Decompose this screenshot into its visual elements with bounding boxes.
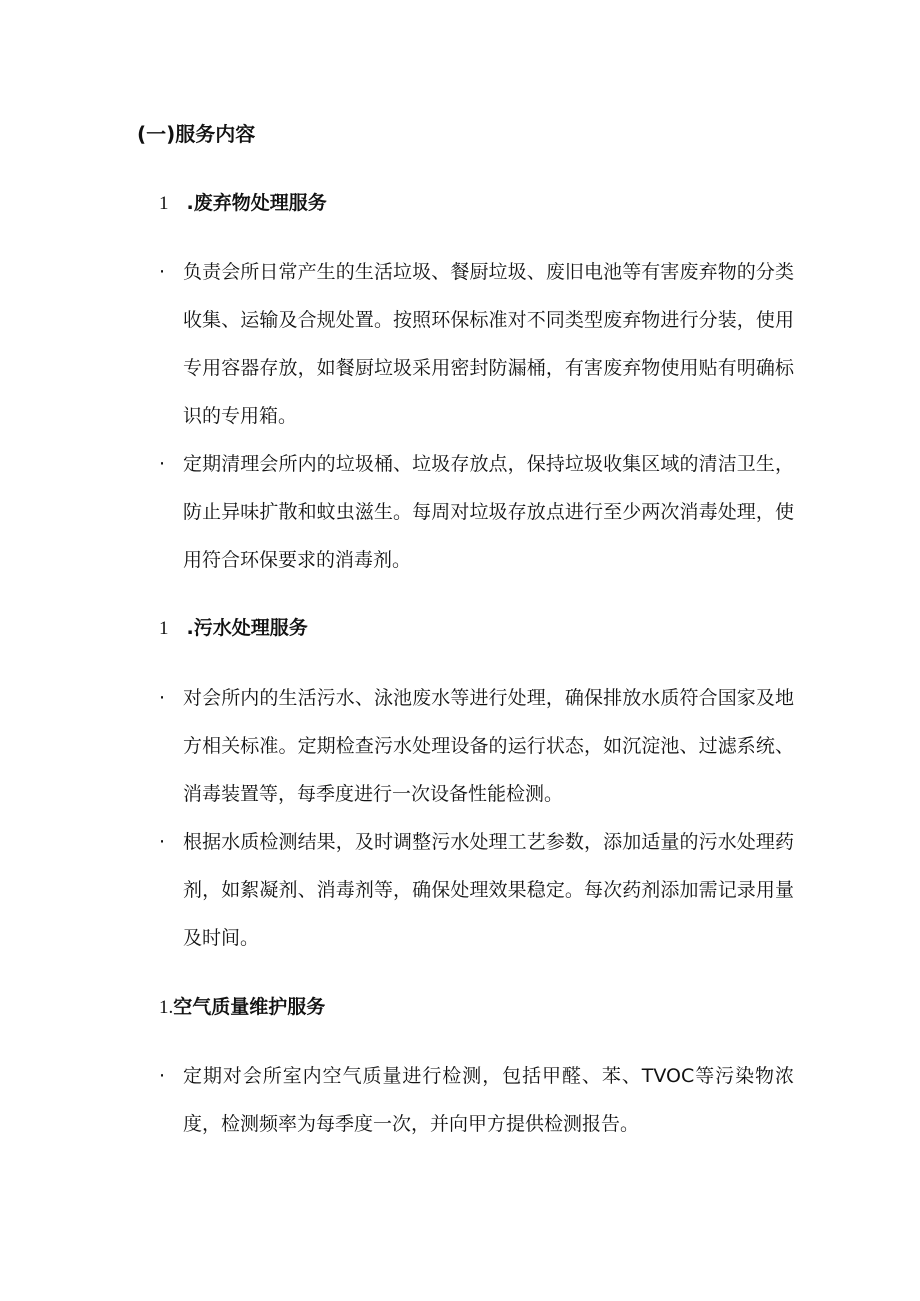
list-item <box>159 440 794 584</box>
section-number: 1 <box>159 193 169 214</box>
bullet-icon: · <box>159 453 166 475</box>
list-item-text: 根据水质检测结果，及时调整污水处理工艺参数，添加适量的污水处理药剂，如絮凝剂、消毒剂等，确保处理效果稳定。每次药剂添加需记录用量及时间。 <box>183 831 794 949</box>
section-heading-wastewater <box>159 614 308 643</box>
section-number: 1. <box>159 997 174 1018</box>
list-item-text: 定期对会所室内空气质量进行检测，包括甲醛、苯、TVOC等污染物浓度，检测频率为每季度一次，并向甲方提供检测报告。 <box>183 1065 794 1135</box>
list-item <box>159 248 794 440</box>
list-item-text: 负责会所日常产生的生活垃圾、餐厨垃圾、废旧电池等有害废弃物的分类收集、运输及合规处置。按照环保标准对不同类型废弃物进行分装，使用专用容器存放，如餐厨垃圾采用密封防漏桶，有害废弃物使用贴有明确标识的专用箱。 <box>183 261 794 427</box>
list-item-text: 对会所内的生活污水、泳池废水等进行处理，确保排放水质符合国家及地方相关标准。定期检查污水处理设备的运行状态，如沉淀池、过滤系统、消毒装置等，每季度进行一次设备性能检测。 <box>183 687 794 805</box>
list-item <box>159 674 794 818</box>
section-number: 1 <box>159 618 169 639</box>
bullet-icon: · <box>159 1065 166 1087</box>
section-heading-air-quality <box>159 993 325 1022</box>
section-heading-waste <box>159 189 327 218</box>
bullet-icon: · <box>159 261 166 283</box>
page-title: (一)服务内容 <box>137 122 256 146</box>
section-title: .废弃物处理服务 <box>186 192 327 214</box>
list-item-text: 定期清理会所内的垃圾桶、垃圾存放点，保持垃圾收集区域的清洁卫生，防止异味扩散和蚊虫滋生。每周对垃圾存放点进行至少两次消毒处理，使用符合环保要求的消毒剂。 <box>183 453 794 571</box>
bullet-icon: · <box>159 831 166 853</box>
section-title: 空气质量维护服务 <box>173 996 326 1018</box>
section-title: .污水处理服务 <box>186 617 308 639</box>
list-item <box>159 1052 794 1148</box>
list-item <box>159 818 794 962</box>
bullet-icon: · <box>159 687 166 709</box>
